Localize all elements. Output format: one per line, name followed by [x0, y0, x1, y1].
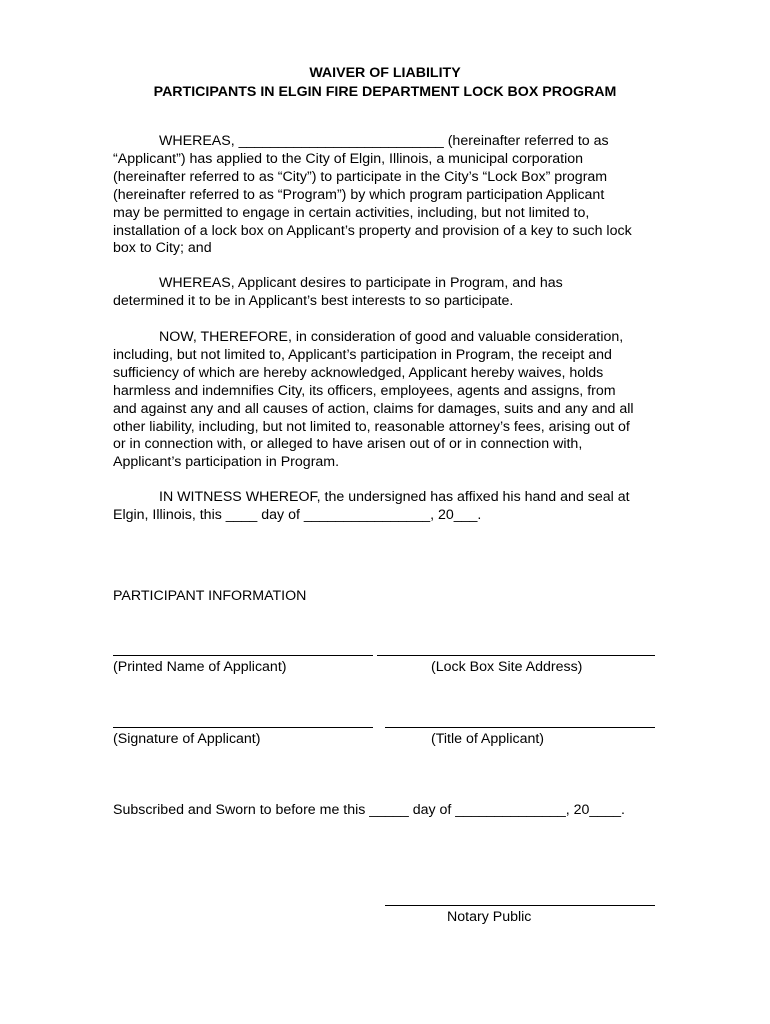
paragraph-line: (hereinafter referred to as “City”) to participate in the City’s “Lock Box” program: [113, 168, 608, 185]
paragraph-line: and against any and all causes of action, claims for damages, suits and any and all: [113, 400, 634, 417]
participant-info-heading: PARTICIPANT INFORMATION: [113, 588, 307, 604]
applicant-title-label: (Title of Applicant): [431, 731, 545, 747]
paragraph-line: installation of a lock box on Applicant’s property and provision of a key to such lock: [113, 222, 632, 239]
paragraph-line: may be permitted to engage in certain activities, including, but not limited to,: [113, 204, 590, 221]
now-therefore-paragraph: [113, 329, 673, 472]
site-address-label: (Lock Box Site Address): [431, 659, 583, 675]
paragraph-line: Applicant’s participation in Program.: [113, 454, 340, 471]
printed-name-label: (Printed Name of Applicant): [113, 659, 287, 675]
paragraph-line: harmless and indemnifies City, its officers, employees, agents and assigns, from: [113, 382, 616, 399]
printed-name-line[interactable]: [113, 655, 373, 656]
document-title: WAIVER OF LIABILITY: [309, 65, 461, 81]
paragraph-line: determined it to be in Applicant’s best interests to so participate.: [113, 292, 514, 309]
whereas-paragraph-2: [113, 275, 673, 311]
applicant-title-line[interactable]: [385, 727, 655, 728]
signature-line[interactable]: [113, 727, 373, 728]
paragraph-line: “Applicant”) has applied to the City of Elgin, Illinois, a municipal corporation: [113, 150, 584, 167]
notary-signature-line[interactable]: [385, 905, 655, 906]
paragraph-line: WHEREAS, Applicant desires to participate in Program, and has: [159, 275, 563, 291]
site-address-line[interactable]: [377, 655, 655, 656]
paragraph-line: sufficiency of which are hereby acknowledged, Applicant hereby waives, holds: [113, 364, 604, 381]
paragraph-line: NOW, THEREFORE, in consideration of good and valuable consideration,: [159, 329, 624, 345]
paragraph-line: including, but not limited to, Applicant’s participation in Program, the receipt and: [113, 346, 612, 363]
paragraph-line: WHEREAS, __________________________ (hereinafter referred to as: [159, 133, 609, 149]
paragraph-line: other liability, including, but not limited to, reasonable attorney’s fees, arising out of: [113, 418, 630, 435]
paragraph-line: IN WITNESS WHEREOF, the undersigned has affixed his hand and seal at: [159, 489, 630, 505]
paragraph-line: box to City; and: [113, 240, 212, 257]
witness-paragraph: [113, 489, 673, 525]
notary-public-label: Notary Public: [447, 909, 532, 925]
whereas-paragraph-1: [113, 133, 673, 258]
paragraph-line: (hereinafter referred to as “Program”) by which program participation Applicant: [113, 186, 605, 203]
paragraph-line: Elgin, Illinois, this ____ day of ________________, 20___.: [113, 506, 482, 523]
paragraph-line: or in connection with, or alleged to have arisen out of or in connection with,: [113, 436, 583, 453]
subscribed-sworn-line: Subscribed and Sworn to before me this _____ day of ______________, 20____.: [113, 802, 625, 818]
signature-label: (Signature of Applicant): [113, 731, 261, 747]
document-subtitle: PARTICIPANTS IN ELGIN FIRE DEPARTMENT LOCK BOX PROGRAM: [153, 84, 617, 100]
